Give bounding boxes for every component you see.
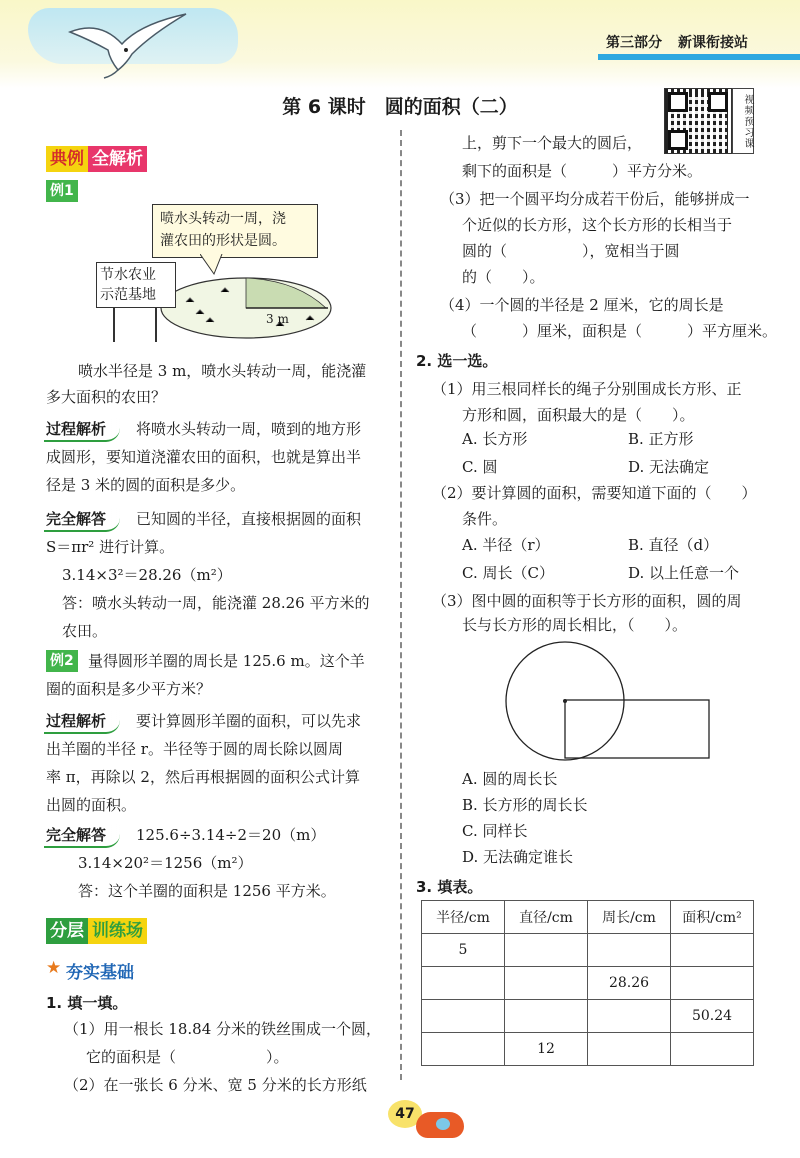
table-cell[interactable]: 12 (505, 1033, 588, 1066)
example-2-analysis-label: 过程解析 (44, 710, 120, 734)
q1-item-3-line-4: 的（ ）。 (462, 268, 545, 286)
table-cell[interactable] (505, 967, 588, 1000)
example-1-solution-line-5: 农田。 (62, 622, 108, 640)
q2-item-1: （1）用三根同样长的绳子分别围成长方形、正 (432, 380, 742, 398)
example-1-solution-label: 完全解答 (44, 508, 120, 532)
example-1-analysis-label: 过程解析 (44, 418, 120, 442)
submarine-window-icon (436, 1118, 450, 1130)
q2-1-option-c[interactable]: C. 圆 (462, 458, 498, 476)
table-cell[interactable] (671, 1033, 754, 1066)
subsection-title: 夯实基础 (66, 963, 134, 983)
example-2-problem-line-1: 量得圆形羊圈的周长是 125.6 m。这个羊 (88, 652, 365, 670)
radius-label: 3 m (266, 312, 289, 326)
example-2-solution-label: 完全解答 (44, 824, 120, 848)
table-cell[interactable]: 50.24 (671, 1000, 754, 1033)
table-cell[interactable] (422, 1033, 505, 1066)
table-header: 面积/cm² (671, 901, 754, 934)
table-cell[interactable] (588, 1033, 671, 1066)
question-1-item-2: （2）在一张长 6 分米、宽 5 分米的长方形纸 (64, 1076, 367, 1094)
table-header-row (422, 901, 754, 934)
q2-2-option-b[interactable]: B. 直径（d） (628, 536, 719, 554)
table-cell[interactable] (588, 1000, 671, 1033)
part-label: 第三部分 (606, 35, 662, 51)
table-cell[interactable] (505, 934, 588, 967)
q2-2-option-c[interactable]: C. 周长（C） (462, 564, 554, 582)
example-2-problem-line-2: 圈的面积是多少平方米？ (46, 680, 212, 698)
table-cell[interactable] (671, 934, 754, 967)
qr-code-icon[interactable] (664, 88, 732, 154)
table-row (422, 1033, 754, 1066)
q1-item-3-line-3: 圆的（ ），宽相当于圆 (462, 242, 680, 260)
q2-item-2-line-2: 条件。 (462, 510, 508, 528)
example-2-solution-line-3: 答：这个羊圈的面积是 1256 平方米。 (78, 882, 336, 900)
example-1-solution-line-2: S＝πr² 进行计算。 (46, 538, 175, 556)
column-divider (400, 130, 402, 1080)
question-1-item-1-answer: 它的面积是（ ）。 (86, 1048, 289, 1066)
example-1-solution-line-4: 答：喷水头转动一周，能浇灌 28.26 平方米的 (62, 594, 370, 612)
example-2-solution-line-1: 125.6÷3.14÷2＝20（m） (136, 826, 326, 844)
example-2-analysis-line-3: 率 π，再除以 2，然后再根据圆的面积公式计算 (46, 768, 360, 786)
q2-2-option-a[interactable]: A. 半径（r） (462, 536, 550, 554)
page-number: 47 (388, 1100, 422, 1128)
table-header: 周长/cm (588, 901, 671, 934)
table-cell[interactable] (422, 967, 505, 1000)
q2-3-option-c[interactable]: C. 同样长 (462, 822, 528, 840)
header-accent-bar (598, 54, 800, 60)
q2-item-3-line-2: 长与长方形的周长相比，（ ）。 (462, 616, 688, 634)
table-header: 直径/cm (505, 901, 588, 934)
q1-item-3: （3）把一个圆平均分成若干份后，能够拼成一 (440, 190, 750, 208)
fill-in-table (421, 900, 754, 1066)
qr-label: 视频预习课 (732, 88, 754, 154)
q2-2-option-d[interactable]: D. 以上任意一个 (628, 564, 740, 582)
example-1-problem-line-1: 喷水半径是 3 m，喷水头转动一周，能浇灌 (78, 362, 367, 380)
table-cell[interactable] (588, 934, 671, 967)
question-1-title: 1. 填一填。 (46, 994, 128, 1012)
table-header: 半径/cm (422, 901, 505, 934)
section-banner-examples: 典例 全解析 (46, 146, 147, 172)
q2-3-option-d[interactable]: D. 无法确定谁长 (462, 848, 574, 866)
q1-cont-line-2: 剩下的面积是（ ）平方分米。 (462, 162, 703, 180)
table-row (422, 1000, 754, 1033)
table-cell[interactable] (671, 967, 754, 1000)
q1-item-3-line-2: 个近似的长方形，这个长方形的长相当于 (462, 216, 733, 234)
example-2-solution-line-2: 3.14×20²＝1256（m²） (78, 854, 253, 872)
question-3-title: 3. 填表。 (416, 878, 483, 896)
table-row (422, 934, 754, 967)
example-1-solution-line-3: 3.14×3²＝28.26（m²） (62, 566, 232, 584)
q1-cont-line-1: 上，剪下一个最大的圆后， (462, 134, 643, 152)
table-cell[interactable] (505, 1000, 588, 1033)
bubble-line-1: 喷水头转动一周，浇 (160, 211, 286, 227)
q1-item-4-line-2: （ ）厘米，面积是（ ）平方厘米。 (462, 322, 778, 340)
q2-item-3: （3）图中圆的面积等于长方形的面积，圆的周 (432, 592, 742, 610)
sign-line-2: 示范基地 (100, 287, 156, 303)
example-1-problem-line-2: 多大面积的农田？ (46, 388, 167, 406)
q2-1-option-a[interactable]: A. 长方形 (462, 430, 528, 448)
example-1-solution-line-1: 已知圆的半径，直接根据圆的面积 (136, 510, 362, 528)
q2-3-option-a[interactable]: A. 圆的周长长 (462, 770, 558, 788)
example-1-analysis-line-2: 成圆形，要知道浇灌农田的面积，也就是算出半 (46, 448, 362, 466)
sign-line-1: 节水农业 (100, 267, 156, 283)
example-2-analysis-line-4: 出圆的面积。 (46, 796, 137, 814)
example-1-analysis-line-1: 将喷水头转动一周，喷到的地方形 (136, 420, 362, 438)
bubble-line-2: 灌农田的形状是圆。 (160, 233, 286, 249)
table-cell[interactable] (422, 1000, 505, 1033)
q2-1-option-d[interactable]: D. 无法确定 (628, 458, 710, 476)
q1-item-4: （4）一个圆的半径是 2 厘米，它的周长是 (440, 296, 724, 314)
table-cell[interactable]: 28.26 (588, 967, 671, 1000)
table-row (422, 967, 754, 1000)
q2-item-1-line-2: 方形和圆，面积最大的是（ ）。 (462, 406, 695, 424)
q2-3-option-b[interactable]: B. 长方形的周长长 (462, 796, 588, 814)
star-icon: ★ (46, 958, 62, 978)
question-2-title: 2. 选一选。 (416, 352, 498, 370)
example-1-analysis-line-3: 径是 3 米的圆的面积是多少。 (46, 476, 246, 494)
example-1-tag: 例1 (46, 180, 78, 202)
section-banner-practice: 分层 训练场 (46, 918, 147, 944)
q2-item-2: （2）要计算圆的面积，需要知道下面的（ ） (432, 484, 757, 502)
question-1-item-1: （1）用一根长 18.84 分米的铁丝围成一个圆， (64, 1020, 382, 1038)
example-2-analysis-line-1: 要计算圆形羊圈的面积，可以先求 (136, 712, 362, 730)
example-2-analysis-line-2: 出羊圈的半径 r。半径等于圆的周长除以圆周 (46, 740, 343, 758)
example-2-tag: 例2 (46, 650, 78, 672)
q2-1-option-b[interactable]: B. 正方形 (628, 430, 694, 448)
page-header (0, 0, 800, 88)
circle-rectangle-figure (500, 640, 720, 764)
table-cell[interactable]: 5 (422, 934, 505, 967)
seagull-illustration (60, 10, 200, 80)
section-name: 新课衔接站 (678, 35, 748, 51)
lesson-title: 第 6 课时 圆的面积（二） (282, 96, 518, 118)
